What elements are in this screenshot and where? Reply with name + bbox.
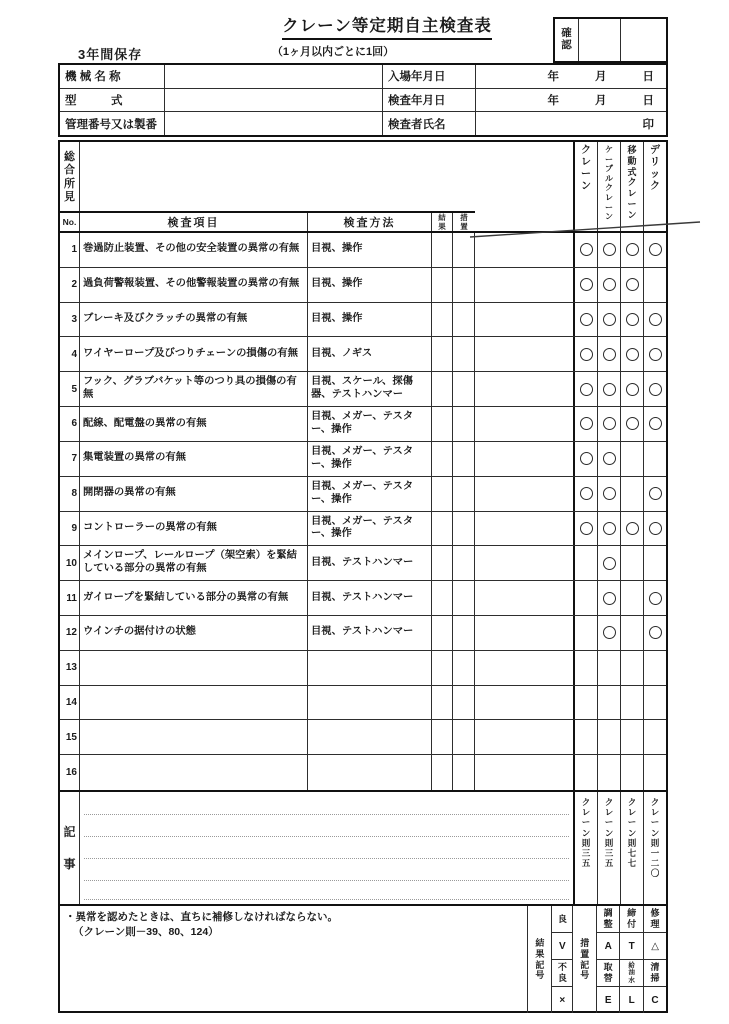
tighten-label: 締付 [620, 906, 643, 933]
inspection-item: 巻過防止装置、その他の安全装置の異常の有無 [80, 233, 308, 267]
measure-cell[interactable] [453, 442, 475, 476]
retention-note: 3年間保存 [78, 47, 143, 62]
spare-cell [475, 546, 575, 580]
measure-legend-column-2 [620, 906, 644, 1013]
measure-cell[interactable] [453, 407, 475, 441]
result-good-symbol: V [552, 933, 572, 960]
inspection-method: 目視、ノギス [308, 337, 432, 371]
model-field[interactable] [165, 89, 383, 112]
mobile-crane-applicable-cell [621, 442, 644, 476]
mobile-crane-applicable-cell [621, 303, 644, 337]
result-cell[interactable] [432, 651, 453, 685]
inspection-item: ウインチの据付けの状態 [80, 616, 308, 650]
cable-crane-applicable-cell [598, 755, 621, 790]
derrick-applicable-cell [644, 442, 666, 476]
method-column-header: 検査方法 [308, 213, 432, 231]
machine-name-row [60, 65, 666, 89]
mobile-crane-applicable-cell [621, 581, 644, 615]
derrick-applicable-cell [644, 616, 666, 650]
spare-cell [475, 581, 575, 615]
cable-crane-applicable-cell [598, 581, 621, 615]
repair-note [60, 906, 528, 1013]
control-number-row [60, 112, 666, 135]
mobile-crane-applicable-cell [621, 477, 644, 511]
applicable-mark-circle [649, 592, 662, 605]
repair-note-line2: （クレーン則－39、80、124） [73, 926, 219, 939]
row-number: 10 [60, 546, 80, 580]
result-good-label: 良 [552, 906, 572, 933]
crane-applicable-cell [575, 303, 598, 337]
spare-cell [475, 755, 575, 790]
row-number: 12 [60, 616, 80, 650]
notes-field[interactable] [80, 792, 573, 904]
cable-crane-applicable-cell [598, 512, 621, 546]
inspection-method: 目視、メガー、テスター、操作 [308, 407, 432, 441]
replace-symbol: E [604, 994, 612, 1006]
spare-cell [475, 442, 575, 476]
measure-cell[interactable] [453, 581, 475, 615]
crane-applicable-cell [575, 268, 598, 302]
crane-applicable-cell [575, 581, 598, 615]
measure-cell[interactable] [453, 720, 475, 754]
table-row [60, 268, 666, 303]
applicable-mark-circle [649, 243, 662, 256]
column-header-mobile-crane: 移動式クレーン [621, 142, 644, 231]
derrick-applicable-cell [644, 268, 666, 302]
main-table [58, 140, 668, 1013]
inspector-name-label: 検査者氏名 [383, 112, 476, 135]
inspection-item: 配線、配電盤の異常の有無 [80, 407, 308, 441]
inspection-method[interactable] [308, 651, 432, 685]
inspection-method[interactable] [308, 686, 432, 720]
mobile-crane-applicable-cell [621, 546, 644, 580]
notes-ruled-line [84, 899, 569, 900]
measure-column-header: 措置 [460, 213, 468, 231]
inspection-item[interactable] [80, 686, 308, 720]
derrick-applicable-cell [644, 337, 666, 371]
result-cell[interactable] [432, 407, 453, 441]
regulation-cable-crane: クレーン則三五 [598, 792, 621, 904]
spare-cell [475, 337, 575, 371]
applicable-mark-circle [603, 313, 616, 326]
result-cell[interactable] [432, 720, 453, 754]
regulation-derrick: クレーン則一二〇 [650, 797, 660, 879]
spare-cell [475, 303, 575, 337]
measure-cell[interactable] [453, 303, 475, 337]
notes-label: 記事 [60, 792, 80, 904]
mobile-crane-applicable-cell [621, 651, 644, 685]
cable-crane-applicable-cell [598, 720, 621, 754]
notes-ruled-line [84, 858, 569, 859]
applicable-mark-circle [649, 417, 662, 430]
table-row [60, 581, 666, 616]
applicable-mark-circle [603, 243, 616, 256]
applicable-mark-circle [580, 383, 593, 396]
table-row [60, 372, 666, 407]
cable-crane-applicable-cell [598, 616, 621, 650]
mobile-crane-applicable-cell [621, 233, 644, 267]
measure-legend-column-1 [597, 906, 620, 1013]
applicable-mark-circle [580, 487, 593, 500]
cable-crane-applicable-cell [598, 442, 621, 476]
crane-applicable-cell [575, 616, 598, 650]
crane-applicable-cell [575, 686, 598, 720]
spare-cell [475, 616, 575, 650]
derrick-applicable-cell [644, 581, 666, 615]
measure-cell[interactable] [453, 755, 475, 790]
inspection-item: ワイヤーロープ及びつりチェーンの損傷の有無 [80, 337, 308, 371]
inspection-method: 目視、メガー、テスター、操作 [308, 477, 432, 511]
measure-cell[interactable] [453, 651, 475, 685]
derrick-applicable-cell [644, 720, 666, 754]
column-header-cable-crane: ケーブルクレーン [598, 142, 621, 231]
result-cell[interactable] [432, 337, 453, 371]
mobile-crane-applicable-cell [621, 337, 644, 371]
crane-applicable-cell [575, 407, 598, 441]
month-label: 月 [595, 95, 607, 107]
measure-cell[interactable] [453, 268, 475, 302]
result-cell[interactable] [432, 233, 453, 267]
result-column-header: 結果 [432, 213, 453, 231]
repair-note-line1: ・異常を認めたときは、直ちに補修しなければならない。 [65, 911, 338, 923]
inspection-item: コントローラーの異常の有無 [80, 512, 308, 546]
row-number: 16 [60, 755, 80, 790]
confirm-stamp-cell-1[interactable] [579, 19, 621, 61]
table-row [60, 755, 666, 790]
result-cell[interactable] [432, 755, 453, 790]
table-header-row [60, 213, 475, 231]
adjust-symbol: A [597, 933, 619, 960]
cable-crane-applicable-cell [598, 337, 621, 371]
inspection-method: 目視、操作 [308, 268, 432, 302]
applicable-mark-circle [603, 452, 616, 465]
mobile-crane-applicable-cell [621, 268, 644, 302]
cable-crane-applicable-cell [598, 407, 621, 441]
mobile-crane-applicable-cell [621, 616, 644, 650]
confirm-label: 確認 [555, 19, 579, 61]
applicable-mark-circle [626, 243, 639, 256]
inspection-item[interactable] [80, 651, 308, 685]
spare-column [475, 142, 575, 231]
result-cell[interactable] [432, 512, 453, 546]
cable-crane-applicable-cell [598, 303, 621, 337]
applicable-mark-circle [603, 348, 616, 361]
table-row [60, 686, 666, 721]
spare-cell [475, 512, 575, 546]
result-cell[interactable] [432, 616, 453, 650]
applicable-mark-circle [626, 313, 639, 326]
year-label: 年 [547, 95, 559, 107]
inspection-method: 目視、テストハンマー [308, 581, 432, 615]
inspection-method: 目視、メガー、テスター、操作 [308, 512, 432, 546]
adjust-label: 調整 [597, 906, 619, 933]
year-label: 年 [547, 71, 559, 84]
applicable-mark-circle [626, 278, 639, 291]
spare-cell [475, 477, 575, 511]
spare-cell [475, 720, 575, 754]
cable-crane-applicable-cell [598, 372, 621, 406]
spare-cell [475, 407, 575, 441]
row-number: 4 [60, 337, 80, 371]
measure-cell[interactable] [453, 372, 475, 406]
applicable-mark-circle [626, 383, 639, 396]
inspection-date-field[interactable] [476, 89, 666, 112]
lubricate-symbol: L [628, 994, 635, 1006]
crane-applicable-cell [575, 372, 598, 406]
model-label: 型 式 [60, 89, 165, 112]
crane-applicable-cell [575, 651, 598, 685]
month-label: 月 [595, 71, 607, 84]
applicable-mark-circle [649, 626, 662, 639]
inspection-item: フック、グラブバケット等のつり具の損傷の有無 [80, 372, 308, 406]
crane-applicable-cell [575, 477, 598, 511]
applicable-mark-circle [580, 452, 593, 465]
cable-crane-applicable-cell [598, 477, 621, 511]
inspection-date-label: 検査年月日 [383, 89, 476, 112]
spare-cell [475, 651, 575, 685]
inspection-item[interactable] [80, 755, 308, 790]
derrick-applicable-cell [644, 303, 666, 337]
seal-label: 印 [642, 118, 654, 131]
result-cell[interactable] [432, 303, 453, 337]
applicable-mark-circle [580, 522, 593, 535]
measure-legend-column-3 [644, 906, 666, 1013]
result-cell[interactable] [432, 686, 453, 720]
derrick-applicable-cell [644, 546, 666, 580]
inspection-item[interactable] [80, 720, 308, 754]
regulation-mobile-crane: クレーン則七七 [621, 792, 644, 904]
mobile-crane-applicable-cell [621, 720, 644, 754]
row-number: 13 [60, 651, 80, 685]
cable-crane-applicable-cell [598, 233, 621, 267]
result-bad-symbol: × [559, 994, 566, 1006]
applicable-mark-circle [580, 313, 593, 326]
result-legend-label: 結果記号 [528, 906, 552, 1013]
inspector-name-field[interactable] [476, 112, 666, 135]
applicable-mark-circle [603, 557, 616, 570]
tighten-symbol: T [620, 933, 643, 960]
inspection-method[interactable] [308, 755, 432, 790]
applicable-mark-circle [626, 348, 639, 361]
overall-findings-label: 総合所見 [60, 142, 80, 213]
result-cell[interactable] [432, 372, 453, 406]
inspection-method: 目視、メガー、テスター、操作 [308, 442, 432, 476]
inspection-method: 目視、テストハンマー [308, 546, 432, 580]
row-number: 6 [60, 407, 80, 441]
notes-ruled-line [84, 836, 569, 837]
mobile-crane-applicable-cell [621, 755, 644, 790]
entry-date-label: 入場年月日 [383, 65, 476, 88]
cable-crane-applicable-cell [598, 651, 621, 685]
table-row [60, 651, 666, 686]
applicable-mark-circle [580, 278, 593, 291]
crane-applicable-cell [575, 720, 598, 754]
confirm-box [553, 17, 668, 63]
row-number: 5 [60, 372, 80, 406]
crane-applicable-cell [575, 442, 598, 476]
derrick-applicable-cell [644, 407, 666, 441]
measure-cell[interactable] [453, 616, 475, 650]
result-cell[interactable] [432, 268, 453, 302]
row-number: 11 [60, 581, 80, 615]
table-row [60, 407, 666, 442]
result-bad-label: 不良 [552, 960, 572, 987]
derrick-applicable-cell [644, 755, 666, 790]
table-row [60, 442, 666, 477]
repair-symbol: △ [644, 933, 666, 960]
table-row [60, 616, 666, 651]
inspection-method[interactable] [308, 720, 432, 754]
row-number: 1 [60, 233, 80, 267]
regulation-crane: クレーン則三五 [573, 792, 598, 904]
inspection-item: ブレーキ及びクラッチの異常の有無 [80, 303, 308, 337]
notes-ruled-line [84, 880, 569, 881]
inspection-item: メインロープ、レールロープ（架空索）を緊結している部分の異常の有無 [80, 546, 308, 580]
crane-applicable-cell [575, 546, 598, 580]
lubricate-label: 給油水 [620, 960, 643, 987]
day-label: 日 [642, 71, 654, 84]
spare-cell [475, 686, 575, 720]
spare-cell [475, 233, 575, 267]
inspection-method: 目視、操作 [308, 303, 432, 337]
row-number: 8 [60, 477, 80, 511]
confirm-stamp-cell-2[interactable] [621, 19, 666, 61]
crane-applicable-cell [575, 337, 598, 371]
row-number: 14 [60, 686, 80, 720]
derrick-applicable-cell [644, 651, 666, 685]
applicable-mark-circle [603, 417, 616, 430]
spare-cell [475, 268, 575, 302]
replace-label: 取替 [597, 960, 619, 987]
clean-label: 清掃 [644, 960, 666, 987]
measure-cell[interactable] [453, 477, 475, 511]
entry-date-field[interactable] [476, 65, 666, 88]
measure-legend-label: 措置記号 [573, 906, 597, 1013]
derrick-applicable-cell [644, 372, 666, 406]
derrick-applicable-cell [644, 512, 666, 546]
clean-symbol: C [651, 994, 659, 1006]
table-row [60, 477, 666, 512]
inspection-item: 開閉器の異常の有無 [80, 477, 308, 511]
applicable-mark-circle [603, 487, 616, 500]
applicable-mark-circle [603, 383, 616, 396]
result-cell[interactable] [432, 442, 453, 476]
applicable-mark-circle [649, 383, 662, 396]
inspection-method: 目視、操作 [308, 233, 432, 267]
footer-section [60, 904, 666, 1013]
column-header-crane: クレーン [575, 142, 598, 231]
crane-applicable-cell [575, 233, 598, 267]
control-number-label: 管理番号又は製番 [60, 112, 165, 135]
mobile-crane-applicable-cell [621, 407, 644, 441]
measure-cell[interactable] [453, 686, 475, 720]
applicable-mark-circle [626, 417, 639, 430]
table-row [60, 720, 666, 755]
applicable-mark-circle [580, 243, 593, 256]
mobile-crane-applicable-cell [621, 512, 644, 546]
row-number: 3 [60, 303, 80, 337]
applicable-mark-circle [649, 313, 662, 326]
table-row [60, 512, 666, 547]
inspection-item: 過負荷警報装置、その他警報装置の異常の有無 [80, 268, 308, 302]
applicable-mark-circle [603, 626, 616, 639]
notes-section [60, 790, 666, 904]
inspection-method: 目視、テストハンマー [308, 616, 432, 650]
overall-findings-field[interactable] [80, 142, 475, 211]
derrick-applicable-cell [644, 477, 666, 511]
title-wrap [262, 12, 512, 40]
crane-applicable-cell [575, 512, 598, 546]
derrick-applicable-cell [644, 233, 666, 267]
cable-crane-applicable-cell [598, 546, 621, 580]
applicable-mark-circle [603, 278, 616, 291]
row-number: 7 [60, 442, 80, 476]
row-number: 9 [60, 512, 80, 546]
measure-cell[interactable] [453, 337, 475, 371]
day-label: 日 [642, 95, 654, 107]
measure-cell[interactable] [453, 233, 475, 267]
inspection-item: ガイロープを緊結している部分の異常の有無 [80, 581, 308, 615]
result-legend-column [552, 906, 573, 1013]
mobile-crane-applicable-cell [621, 372, 644, 406]
machine-name-field[interactable] [165, 65, 383, 88]
applicable-mark-circle [580, 417, 593, 430]
crane-applicable-cell [575, 755, 598, 790]
result-cell[interactable] [432, 477, 453, 511]
column-header-derrick: デリック [650, 145, 660, 192]
notes-ruled-line [84, 814, 569, 815]
control-number-field[interactable] [165, 112, 383, 135]
measure-cell[interactable] [453, 512, 475, 546]
repair-label: 修理 [644, 906, 666, 933]
applicable-mark-circle [649, 522, 662, 535]
item-column-header: 検査項目 [80, 213, 308, 231]
table-row [60, 303, 666, 338]
measure-cell[interactable] [453, 546, 475, 580]
applicable-mark-circle [626, 522, 639, 535]
row-number: 2 [60, 268, 80, 302]
table-row [60, 337, 666, 372]
inspection-rows [60, 233, 666, 790]
row-number: 15 [60, 720, 80, 754]
inspection-item: 集電装置の異常の有無 [80, 442, 308, 476]
table-row [60, 546, 666, 581]
page-title: クレーン等定期自主検査表 [282, 12, 492, 40]
spare-cell [475, 372, 575, 406]
table-row [60, 233, 666, 268]
cable-crane-applicable-cell [598, 686, 621, 720]
applicable-mark-circle [603, 592, 616, 605]
applicable-mark-circle [649, 487, 662, 500]
machine-name-label: 機 械 名 称 [60, 65, 165, 88]
mobile-crane-applicable-cell [621, 686, 644, 720]
applicable-mark-circle [580, 348, 593, 361]
applicable-mark-circle [603, 522, 616, 535]
machine-info-table [58, 63, 668, 137]
applicable-mark-circle [649, 348, 662, 361]
result-cell[interactable] [432, 581, 453, 615]
result-cell[interactable] [432, 546, 453, 580]
model-row [60, 89, 666, 113]
cable-crane-applicable-cell [598, 268, 621, 302]
page-subtitle: （1ヶ月以内ごとに1回） [271, 46, 395, 58]
inspection-method: 目視、スケール、探傷器、テストハンマー [308, 372, 432, 406]
no-column-header: No. [60, 213, 80, 231]
derrick-applicable-cell [644, 686, 666, 720]
